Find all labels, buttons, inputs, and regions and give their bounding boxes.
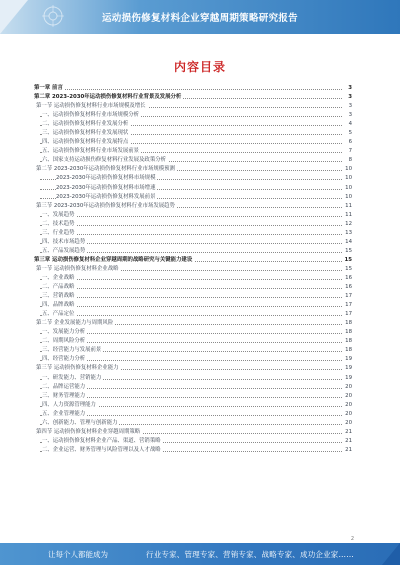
toc-entry[interactable] bbox=[34, 328, 352, 337]
toc-entry-page: 14 bbox=[342, 238, 352, 247]
toc-leader-dots bbox=[40, 297, 342, 298]
table-of-contents bbox=[34, 84, 352, 455]
toc-entry-page: 16 bbox=[342, 283, 352, 292]
toc-entry[interactable] bbox=[34, 392, 352, 401]
toc-entry-page: 15 bbox=[342, 247, 352, 256]
toc-entry[interactable] bbox=[34, 174, 352, 183]
toc-entry-label: 二、产品战略 bbox=[42, 283, 76, 292]
toc-entry-label: 五、企业管理能力 bbox=[42, 410, 87, 419]
toc-entry-page: 5 bbox=[342, 129, 352, 138]
toc-entry-page: 15 bbox=[342, 256, 352, 265]
toc-entry[interactable] bbox=[34, 93, 352, 102]
toc-entry[interactable] bbox=[34, 274, 352, 283]
toc-entry-label: 2023-2030年运动损伤修复材料发展前景 bbox=[56, 193, 157, 202]
toc-entry-label: 第二节 企业发展能力与周期风险 bbox=[36, 319, 115, 328]
toc-entry-label: 第三章 运动损伤修复材料企业穿越周期的战略研究与关键能力建设 bbox=[34, 256, 194, 265]
toc-entry-page: 3 bbox=[342, 93, 352, 102]
toc-entry[interactable] bbox=[34, 346, 352, 355]
toc-entry-label: 一、发展趋势 bbox=[42, 211, 76, 220]
toc-entry-page: 7 bbox=[342, 147, 352, 156]
toc-entry-page: 3 bbox=[342, 84, 352, 93]
toc-entry-label: 二、周期风险分析 bbox=[42, 337, 87, 346]
toc-entry[interactable] bbox=[34, 202, 352, 211]
toc-entry-label: 二、技术趋势 bbox=[42, 220, 76, 229]
toc-entry-page: 6 bbox=[342, 138, 352, 147]
toc-entry-page: 18 bbox=[342, 346, 352, 355]
toc-entry-label: 五、产品定位 bbox=[42, 310, 76, 319]
toc-entry-label: 第三节 运动损伤修复材料企业能力 bbox=[36, 364, 121, 373]
toc-entry[interactable] bbox=[34, 129, 352, 138]
toc-entry-label: 三、经营能力与发展前景 bbox=[42, 346, 103, 355]
toc-entry-page: 18 bbox=[342, 319, 352, 328]
toc-entry[interactable] bbox=[34, 211, 352, 220]
toc-entry-page: 20 bbox=[342, 410, 352, 419]
toc-entry-page: 10 bbox=[342, 165, 352, 174]
toc-leader-dots bbox=[40, 306, 342, 307]
toc-entry-label: 第四节 运动损伤修复材料企业穿越周期策略 bbox=[36, 428, 142, 437]
toc-entry-page: 19 bbox=[342, 374, 352, 383]
toc-entry[interactable] bbox=[34, 84, 352, 93]
toc-entry-page: 19 bbox=[342, 364, 352, 373]
toc-entry[interactable] bbox=[34, 229, 352, 238]
toc-entry[interactable] bbox=[34, 184, 352, 193]
toc-leader-dots bbox=[40, 89, 342, 90]
toc-entry-label: 一、发展能力分析 bbox=[42, 328, 87, 337]
toc-entry[interactable] bbox=[34, 410, 352, 419]
toc-entry[interactable] bbox=[34, 111, 352, 120]
toc-entry[interactable] bbox=[34, 364, 352, 373]
toc-entry[interactable] bbox=[34, 319, 352, 328]
toc-entry[interactable] bbox=[34, 238, 352, 247]
toc-entry-label: 第二节 2023-2030年运动损伤修复材料行业市场规模预测 bbox=[36, 165, 177, 174]
toc-entry-label: 第三节 2023-2030年运动损伤修复材料行业市场发展趋势 bbox=[36, 202, 177, 211]
toc-entry[interactable] bbox=[34, 102, 352, 111]
toc-entry[interactable] bbox=[34, 256, 352, 265]
toc-entry-page: 8 bbox=[342, 156, 352, 165]
toc-entry-label: 三、行业趋势 bbox=[42, 229, 76, 238]
toc-entry-page: 3 bbox=[342, 102, 352, 111]
toc-entry-page: 17 bbox=[342, 301, 352, 310]
toc-entry-page: 21 bbox=[342, 446, 352, 455]
toc-entry-page: 20 bbox=[342, 401, 352, 410]
toc-entry-label: 一、运动损伤修复材料企业产品、渠道、营销策略 bbox=[42, 437, 163, 446]
toc-entry[interactable] bbox=[34, 247, 352, 256]
toc-entry[interactable] bbox=[34, 138, 352, 147]
toc-entry-label: 五、产品发展趋势 bbox=[42, 247, 87, 256]
toc-entry-page: 3 bbox=[342, 111, 352, 120]
toc-entry[interactable] bbox=[34, 156, 352, 165]
toc-entry-label: 第二章 2023-2030年运动损伤修复材料行业背景及发展分析 bbox=[34, 93, 183, 102]
toc-entry[interactable] bbox=[34, 437, 352, 446]
toc-leader-dots bbox=[40, 279, 342, 280]
toc-entry[interactable] bbox=[34, 419, 352, 428]
toc-entry-label: 第一节 运动损伤修复材料企业战略 bbox=[36, 265, 121, 274]
toc-entry-label: 一、企业战略 bbox=[42, 274, 76, 283]
report-title: 运动损伤修复材料企业穿越周期策略研究报告 bbox=[101, 13, 298, 24]
toc-entry-page: 18 bbox=[342, 337, 352, 346]
page-number: 2 bbox=[350, 536, 354, 542]
toc-entry[interactable] bbox=[34, 310, 352, 319]
toc-entry[interactable] bbox=[34, 428, 352, 437]
toc-entry-label: 一、研发能力、营销能力 bbox=[42, 374, 103, 383]
toc-heading: 内容目录 bbox=[173, 60, 226, 74]
footer-slogan-right: 行业专家、管理专家、营销专家、战略专家、成功企业家…… bbox=[146, 550, 354, 559]
toc-entry[interactable] bbox=[34, 301, 352, 310]
toc-entry-label: 2023-2030年运动损伤修复材料市场增速 bbox=[56, 184, 157, 193]
toc-entry-label: 二、运动损伤修复材料行业发展分析 bbox=[42, 120, 130, 129]
toc-entry-label: 三、营销战略 bbox=[42, 292, 76, 301]
toc-entry[interactable] bbox=[34, 165, 352, 174]
toc-entry-label: 二、品牌运营能力 bbox=[42, 383, 87, 392]
toc-entry[interactable] bbox=[34, 401, 352, 410]
toc-entry-label: 四、品牌战略 bbox=[42, 301, 76, 310]
toc-entry-page: 17 bbox=[342, 310, 352, 319]
toc-entry[interactable] bbox=[34, 193, 352, 202]
toc-entry[interactable] bbox=[34, 147, 352, 156]
toc-entry-page: 11 bbox=[342, 211, 352, 220]
toc-entry[interactable] bbox=[34, 355, 352, 364]
toc-leader-dots bbox=[40, 216, 342, 217]
toc-entry-page: 12 bbox=[342, 220, 352, 229]
toc-entry-page: 13 bbox=[342, 229, 352, 238]
toc-entry-page: 21 bbox=[342, 428, 352, 437]
toc-leader-dots bbox=[40, 315, 342, 316]
toc-entry-page: 21 bbox=[342, 437, 352, 446]
toc-entry-page: 20 bbox=[342, 383, 352, 392]
toc-entry-label: 一、运动损伤修复材料行业市场规模分析 bbox=[42, 111, 141, 120]
toc-entry-page: 10 bbox=[342, 184, 352, 193]
toc-leader-dots bbox=[40, 225, 342, 226]
toc-entry-page: 17 bbox=[342, 292, 352, 301]
toc-entry-label: 四、经营能力分析 bbox=[42, 355, 87, 364]
toc-entry-label: 2023-2030年运动损伤修复材料市场规模 bbox=[56, 174, 157, 183]
toc-leader-dots bbox=[40, 234, 342, 235]
toc-entry-page: 10 bbox=[342, 193, 352, 202]
toc-entry-page: 4 bbox=[342, 120, 352, 129]
toc-entry[interactable] bbox=[34, 292, 352, 301]
toc-entry[interactable] bbox=[34, 265, 352, 274]
footer-slogan-left: 让每个人都能成为 bbox=[48, 550, 108, 559]
toc-entry-label: 四、运动损伤修复材料行业发展特点 bbox=[42, 138, 130, 147]
toc-entry-page: 11 bbox=[342, 202, 352, 211]
toc-entry-label: 六、国家支持运动损伤修复材料行业发展及政策分析 bbox=[42, 156, 168, 165]
toc-entry[interactable] bbox=[34, 120, 352, 129]
toc-entry[interactable] bbox=[34, 383, 352, 392]
toc-entry[interactable] bbox=[34, 283, 352, 292]
toc-entry-page: 10 bbox=[342, 174, 352, 183]
toc-entry-label: 二、企业运营、财务管理与风险管理以及人才战略 bbox=[42, 446, 163, 455]
toc-entry-label: 第一章 前言 bbox=[34, 84, 65, 93]
toc-entry-page: 15 bbox=[342, 265, 352, 274]
toc-entry-label: 五、运动损伤修复材料行业市场发展前景 bbox=[42, 147, 141, 156]
toc-entry-label: 四、人力资源管理能力 bbox=[42, 401, 98, 410]
toc-entry-label: 三、运动损伤修复材料行业发展现状 bbox=[42, 129, 130, 138]
toc-entry[interactable] bbox=[34, 220, 352, 229]
footer-corner-decoration bbox=[382, 543, 400, 565]
toc-entry-page: 18 bbox=[342, 328, 352, 337]
toc-entry[interactable] bbox=[34, 446, 352, 455]
toc-entry[interactable] bbox=[34, 337, 352, 346]
toc-entry-label: 四、技术市场趋势 bbox=[42, 238, 87, 247]
toc-entry-page: 20 bbox=[342, 392, 352, 401]
toc-entry-page: 20 bbox=[342, 419, 352, 428]
toc-leader-dots bbox=[40, 288, 342, 289]
toc-entry-label: 第一节 运动损伤修复材料行业市场规模及增长 bbox=[36, 102, 148, 111]
toc-entry-page: 19 bbox=[342, 355, 352, 364]
toc-entry-label: 三、财务管理能力 bbox=[42, 392, 87, 401]
toc-entry-label: 六、创新能力、管理与创新能力 bbox=[42, 419, 119, 428]
toc-entry[interactable] bbox=[34, 374, 352, 383]
toc-entry-page: 16 bbox=[342, 274, 352, 283]
